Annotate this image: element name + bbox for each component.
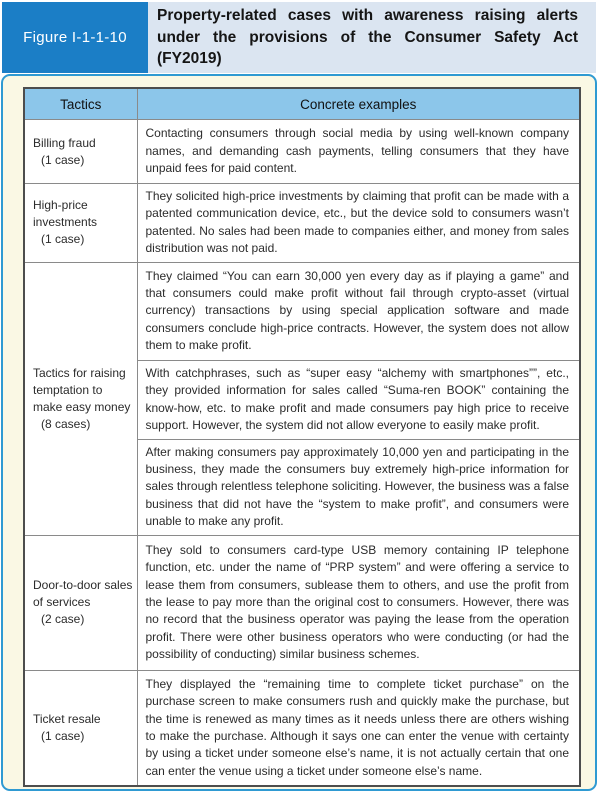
cases-table <box>23 87 581 787</box>
figure-header <box>2 2 596 73</box>
table-row-ticket-resale <box>24 670 580 786</box>
tactic-cell-door-to-door-sales <box>24 535 137 670</box>
tactic-cell-high-price-investments <box>24 184 137 263</box>
tactic-cell-easy-money <box>24 262 137 535</box>
example-cell: With catchphrases, such as “super easy “alchemy with smartphones””, etc., they provided information for sales called “Suma-ren BOOK” containing the know-how, etc. to make profit and made consumers pay high price to receive support. However, the system did not allow everyone to easily make profit. <box>137 360 580 439</box>
column-header-concrete-examples: Concrete examples <box>137 88 580 120</box>
table-row-billing-fraud <box>24 120 580 184</box>
table-header-row <box>24 88 580 120</box>
tactic-case-count: (2 case) <box>41 612 85 627</box>
tactic-name: Tactics for raising temptation to make easy money <box>33 365 131 414</box>
example-cell: Contacting consumers through social media by using well-known company names, and demanding cash payments, telling consumers that they have unpaid fees for paid content. <box>137 120 580 184</box>
example-cell: They sold to consumers card-type USB memory containing IP telephone function, etc. under the name of “PRP system” and were offering a service to lease them from consumers, sublease them to others, and use the profit from the lease to pay more than the original cost to consumers. However, there was no record that the business operator was paying the lease from the operation profit. There were other business operators who were conducting (or had the possibility of conducting) similar business schemes. <box>137 535 580 670</box>
table-row-door-to-door-sales <box>24 535 580 670</box>
tactic-name: Door-to-door sales of services <box>33 578 133 610</box>
figure-number-label: Figure I-1-1-10 <box>2 2 148 73</box>
tactic-case-count: (1 case) <box>41 232 85 247</box>
example-cell: After making consumers pay approximately 10,000 yen and participating in the business, they made the consumers buy extremely high-price information for sales through relentless telephone soliciting. However, the business was a false business that did not have the “system to make profit”, and consumers were unable to make any profit. <box>137 439 580 535</box>
tactic-name: Billing fraud <box>33 135 96 150</box>
figure-content-box <box>1 74 597 791</box>
table-row-high-price-investments <box>24 184 580 263</box>
column-header-tactics: Tactics <box>24 88 137 120</box>
tactic-case-count: (1 case) <box>41 152 85 167</box>
tactic-case-count: (1 case) <box>41 728 85 743</box>
tactic-name: High-price investments <box>33 198 98 230</box>
example-cell: They displayed the “remaining time to complete ticket purchase” on the purchase screen to make consumers rush and quickly make the purchase, but the time is renewed as many times as it needs unless there are others wishing to make the purchase. Although it says one can enter the venue with certainty by using a ticket under someone else’s name, it is not actually certain that one can enter the venue using a ticket under someone else’s name. <box>137 670 580 786</box>
figure-title: Property-related cases with awareness raising alerts under the provisions of the Consumer Safety Act (FY2019) <box>148 2 596 73</box>
example-cell: They solicited high-price investments by claiming that profit can be made with a patented communication device, etc., but the device sold to consumers wasn’t patented. No sales had been made to companies either, and money from sales distribution was not paid. <box>137 184 580 263</box>
table-row-easy-money-1 <box>24 262 580 360</box>
tactic-cell-ticket-resale <box>24 670 137 786</box>
tactic-case-count: (8 cases) <box>41 416 91 431</box>
tactic-cell-billing-fraud <box>24 120 137 184</box>
example-cell: They claimed “You can earn 30,000 yen every day as if playing a game” and that consumers could make profit without fail through crypto-asset (virtual currency) transactions by using special application software and made consumers conclude high-price contracts. However, the system does not allow them to make profit. <box>137 262 580 360</box>
tactic-name: Ticket resale <box>33 711 101 726</box>
